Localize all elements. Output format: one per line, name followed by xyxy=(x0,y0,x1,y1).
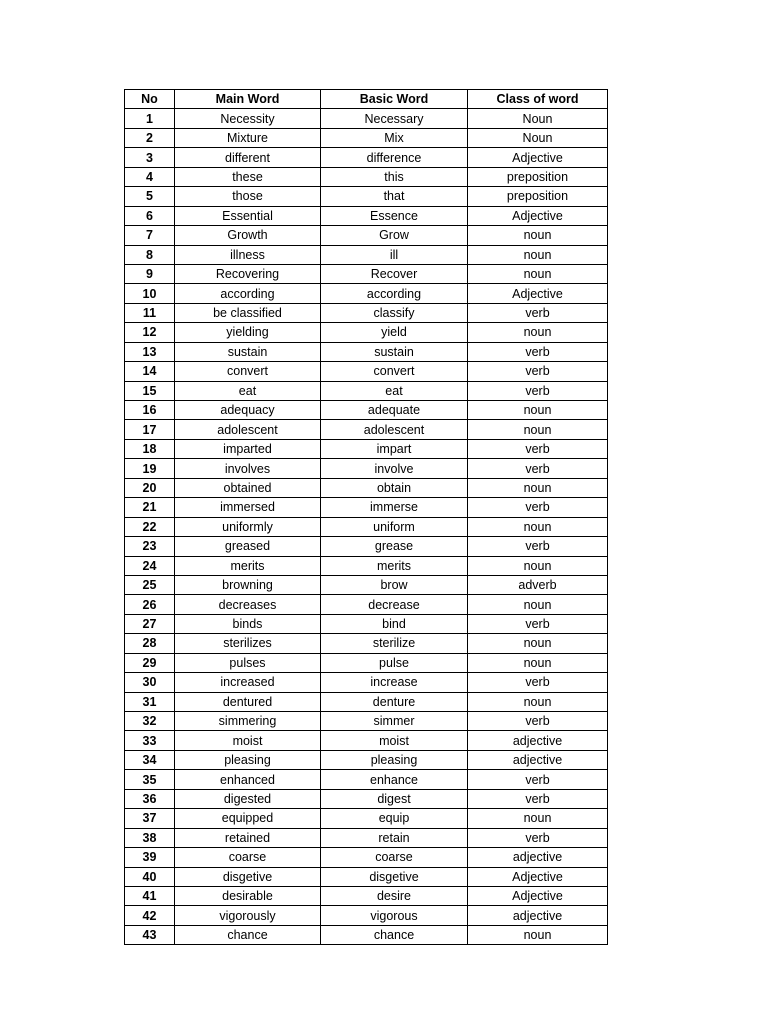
basic-word: desire xyxy=(321,886,468,905)
word-class: noun xyxy=(468,245,608,264)
basic-word: simmer xyxy=(321,712,468,731)
main-word: involves xyxy=(175,459,321,478)
word-class: noun xyxy=(468,323,608,342)
word-class: Noun xyxy=(468,109,608,128)
main-word: immersed xyxy=(175,498,321,517)
row-number: 24 xyxy=(125,556,175,575)
word-class: verb xyxy=(468,673,608,692)
word-class: verb xyxy=(468,439,608,458)
main-word: different xyxy=(175,148,321,167)
main-word: eat xyxy=(175,381,321,400)
main-word: digested xyxy=(175,789,321,808)
basic-word: yield xyxy=(321,323,468,342)
table-row xyxy=(125,498,608,517)
word-class: noun xyxy=(468,925,608,944)
table-row xyxy=(125,303,608,322)
table-header xyxy=(125,90,608,109)
basic-word: involve xyxy=(321,459,468,478)
main-word: increased xyxy=(175,673,321,692)
word-class: noun xyxy=(468,264,608,283)
main-word: uniformly xyxy=(175,517,321,536)
main-word: simmering xyxy=(175,712,321,731)
table-row xyxy=(125,362,608,381)
header-main-word: Main Word xyxy=(175,90,321,109)
word-class: verb xyxy=(468,342,608,361)
row-number: 20 xyxy=(125,478,175,497)
row-number: 40 xyxy=(125,867,175,886)
word-class: noun xyxy=(468,653,608,672)
word-class: noun xyxy=(468,420,608,439)
row-number: 3 xyxy=(125,148,175,167)
table-row xyxy=(125,770,608,789)
main-word: Recovering xyxy=(175,264,321,283)
word-class: noun xyxy=(468,401,608,420)
word-class: noun xyxy=(468,517,608,536)
table-row xyxy=(125,245,608,264)
table-row xyxy=(125,828,608,847)
word-class: Adjective xyxy=(468,886,608,905)
word-class: preposition xyxy=(468,167,608,186)
table-row xyxy=(125,128,608,147)
table-body xyxy=(125,109,608,945)
row-number: 34 xyxy=(125,750,175,769)
table-row xyxy=(125,614,608,633)
main-word: coarse xyxy=(175,848,321,867)
row-number: 26 xyxy=(125,595,175,614)
row-number: 31 xyxy=(125,692,175,711)
basic-word: disgetive xyxy=(321,867,468,886)
basic-word: classify xyxy=(321,303,468,322)
row-number: 4 xyxy=(125,167,175,186)
main-word: vigorously xyxy=(175,906,321,925)
word-class: preposition xyxy=(468,187,608,206)
table-row xyxy=(125,634,608,653)
word-class: verb xyxy=(468,498,608,517)
basic-word: pulse xyxy=(321,653,468,672)
table-row xyxy=(125,342,608,361)
main-word: sustain xyxy=(175,342,321,361)
basic-word: eat xyxy=(321,381,468,400)
basic-word: equip xyxy=(321,809,468,828)
main-word: Growth xyxy=(175,226,321,245)
basic-word: decrease xyxy=(321,595,468,614)
basic-word: immerse xyxy=(321,498,468,517)
table-row xyxy=(125,323,608,342)
row-number: 38 xyxy=(125,828,175,847)
row-number: 22 xyxy=(125,517,175,536)
word-class: adjective xyxy=(468,848,608,867)
main-word: greased xyxy=(175,537,321,556)
main-word: Essential xyxy=(175,206,321,225)
main-word: decreases xyxy=(175,595,321,614)
table-row xyxy=(125,381,608,400)
table-row xyxy=(125,653,608,672)
table-row xyxy=(125,731,608,750)
word-class: adverb xyxy=(468,575,608,594)
row-number: 28 xyxy=(125,634,175,653)
table-row xyxy=(125,789,608,808)
table-row xyxy=(125,206,608,225)
table-row xyxy=(125,886,608,905)
row-number: 37 xyxy=(125,809,175,828)
main-word: imparted xyxy=(175,439,321,458)
basic-word: increase xyxy=(321,673,468,692)
table-row xyxy=(125,809,608,828)
row-number: 5 xyxy=(125,187,175,206)
table-row xyxy=(125,401,608,420)
main-word: those xyxy=(175,187,321,206)
row-number: 33 xyxy=(125,731,175,750)
word-class: Noun xyxy=(468,128,608,147)
word-class: Adjective xyxy=(468,867,608,886)
basic-word: Recover xyxy=(321,264,468,283)
word-class: verb xyxy=(468,381,608,400)
word-class: verb xyxy=(468,828,608,847)
basic-word: this xyxy=(321,167,468,186)
main-word: these xyxy=(175,167,321,186)
basic-word: brow xyxy=(321,575,468,594)
row-number: 43 xyxy=(125,925,175,944)
row-number: 18 xyxy=(125,439,175,458)
word-class: verb xyxy=(468,789,608,808)
row-number: 1 xyxy=(125,109,175,128)
row-number: 7 xyxy=(125,226,175,245)
row-number: 27 xyxy=(125,614,175,633)
row-number: 9 xyxy=(125,264,175,283)
row-number: 39 xyxy=(125,848,175,867)
basic-word: difference xyxy=(321,148,468,167)
word-class: Adjective xyxy=(468,148,608,167)
main-word: retained xyxy=(175,828,321,847)
row-number: 23 xyxy=(125,537,175,556)
word-class: verb xyxy=(468,459,608,478)
table-row xyxy=(125,673,608,692)
word-class: adjective xyxy=(468,906,608,925)
basic-word: coarse xyxy=(321,848,468,867)
table-row xyxy=(125,906,608,925)
main-word: desirable xyxy=(175,886,321,905)
word-class: noun xyxy=(468,692,608,711)
word-class: verb xyxy=(468,614,608,633)
basic-word: Grow xyxy=(321,226,468,245)
word-class: noun xyxy=(468,556,608,575)
row-number: 30 xyxy=(125,673,175,692)
main-word: sterilizes xyxy=(175,634,321,653)
header-row xyxy=(125,90,608,109)
main-word: binds xyxy=(175,614,321,633)
basic-word: that xyxy=(321,187,468,206)
basic-word: denture xyxy=(321,692,468,711)
word-class: verb xyxy=(468,770,608,789)
main-word: obtained xyxy=(175,478,321,497)
main-word: chance xyxy=(175,925,321,944)
main-word: illness xyxy=(175,245,321,264)
row-number: 16 xyxy=(125,401,175,420)
table-row xyxy=(125,264,608,283)
table-row xyxy=(125,537,608,556)
basic-word: Necessary xyxy=(321,109,468,128)
basic-word: Mix xyxy=(321,128,468,147)
row-number: 21 xyxy=(125,498,175,517)
header-basic-word: Basic Word xyxy=(321,90,468,109)
table-row xyxy=(125,750,608,769)
table-row xyxy=(125,148,608,167)
word-class: verb xyxy=(468,362,608,381)
main-word: enhanced xyxy=(175,770,321,789)
basic-word: bind xyxy=(321,614,468,633)
main-word: Mixture xyxy=(175,128,321,147)
main-word: disgetive xyxy=(175,867,321,886)
word-class: adjective xyxy=(468,750,608,769)
basic-word: moist xyxy=(321,731,468,750)
basic-word: pleasing xyxy=(321,750,468,769)
basic-word: merits xyxy=(321,556,468,575)
main-word: browning xyxy=(175,575,321,594)
basic-word: vigorous xyxy=(321,906,468,925)
table-row xyxy=(125,925,608,944)
table-row xyxy=(125,556,608,575)
row-number: 11 xyxy=(125,303,175,322)
basic-word: Essence xyxy=(321,206,468,225)
table-row xyxy=(125,459,608,478)
word-class: noun xyxy=(468,226,608,245)
word-class: verb xyxy=(468,303,608,322)
main-word: adolescent xyxy=(175,420,321,439)
row-number: 17 xyxy=(125,420,175,439)
basic-word: convert xyxy=(321,362,468,381)
row-number: 2 xyxy=(125,128,175,147)
row-number: 25 xyxy=(125,575,175,594)
basic-word: retain xyxy=(321,828,468,847)
basic-word: sustain xyxy=(321,342,468,361)
main-word: pulses xyxy=(175,653,321,672)
row-number: 42 xyxy=(125,906,175,925)
table-row xyxy=(125,439,608,458)
table-row xyxy=(125,712,608,731)
header-class-of-word: Class of word xyxy=(468,90,608,109)
table-row xyxy=(125,420,608,439)
word-class: Adjective xyxy=(468,206,608,225)
header-no: No xyxy=(125,90,175,109)
row-number: 15 xyxy=(125,381,175,400)
main-word: convert xyxy=(175,362,321,381)
basic-word: digest xyxy=(321,789,468,808)
basic-word: grease xyxy=(321,537,468,556)
table-row xyxy=(125,848,608,867)
main-word: moist xyxy=(175,731,321,750)
row-number: 32 xyxy=(125,712,175,731)
row-number: 35 xyxy=(125,770,175,789)
main-word: merits xyxy=(175,556,321,575)
basic-word: chance xyxy=(321,925,468,944)
basic-word: enhance xyxy=(321,770,468,789)
main-word: equipped xyxy=(175,809,321,828)
basic-word: obtain xyxy=(321,478,468,497)
basic-word: adequate xyxy=(321,401,468,420)
table-row xyxy=(125,517,608,536)
main-word: Necessity xyxy=(175,109,321,128)
main-word: be classified xyxy=(175,303,321,322)
row-number: 14 xyxy=(125,362,175,381)
row-number: 41 xyxy=(125,886,175,905)
table-row xyxy=(125,109,608,128)
word-class: Adjective xyxy=(468,284,608,303)
table-row xyxy=(125,226,608,245)
table-row xyxy=(125,187,608,206)
main-word: pleasing xyxy=(175,750,321,769)
word-class-table xyxy=(124,89,608,945)
main-word: adequacy xyxy=(175,401,321,420)
row-number: 12 xyxy=(125,323,175,342)
table-row xyxy=(125,867,608,886)
word-class: verb xyxy=(468,537,608,556)
table-row xyxy=(125,595,608,614)
basic-word: sterilize xyxy=(321,634,468,653)
main-word: yielding xyxy=(175,323,321,342)
table-row xyxy=(125,692,608,711)
row-number: 6 xyxy=(125,206,175,225)
row-number: 36 xyxy=(125,789,175,808)
table-row xyxy=(125,478,608,497)
basic-word: according xyxy=(321,284,468,303)
word-class: adjective xyxy=(468,731,608,750)
word-class: verb xyxy=(468,712,608,731)
basic-word: adolescent xyxy=(321,420,468,439)
table-row xyxy=(125,167,608,186)
basic-word: uniform xyxy=(321,517,468,536)
table-row xyxy=(125,284,608,303)
row-number: 19 xyxy=(125,459,175,478)
word-class: noun xyxy=(468,634,608,653)
basic-word: impart xyxy=(321,439,468,458)
table-row xyxy=(125,575,608,594)
word-class: noun xyxy=(468,809,608,828)
basic-word: ill xyxy=(321,245,468,264)
row-number: 8 xyxy=(125,245,175,264)
row-number: 13 xyxy=(125,342,175,361)
row-number: 10 xyxy=(125,284,175,303)
main-word: dentured xyxy=(175,692,321,711)
main-word: according xyxy=(175,284,321,303)
word-class: noun xyxy=(468,478,608,497)
row-number: 29 xyxy=(125,653,175,672)
word-class: noun xyxy=(468,595,608,614)
